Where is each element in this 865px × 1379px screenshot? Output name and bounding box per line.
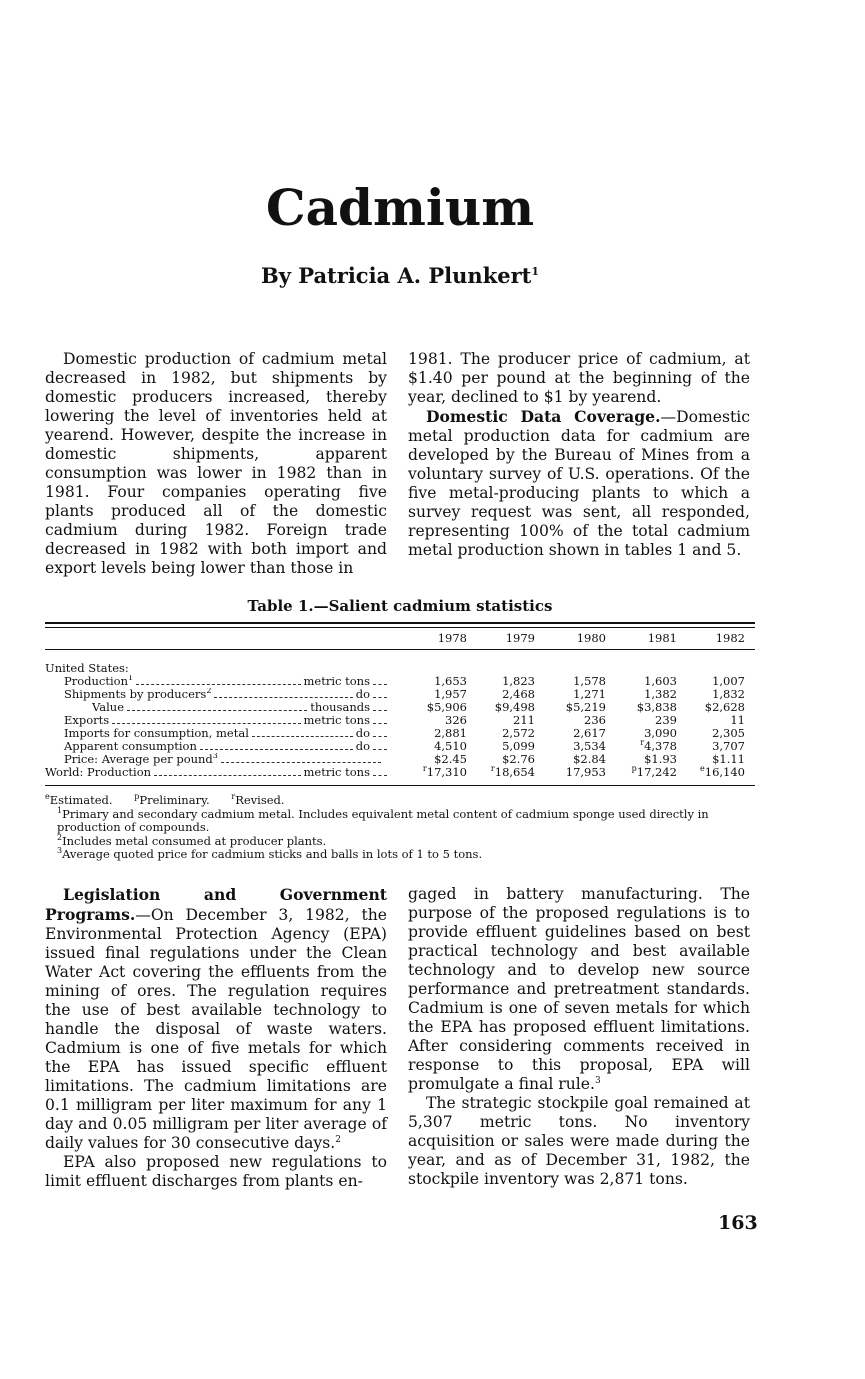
table-row	[45, 701, 755, 714]
leader-dots	[373, 749, 387, 750]
value: $5,906	[426, 700, 467, 714]
legend-text: Preliminary.	[139, 793, 210, 807]
value: $1.93	[644, 752, 677, 766]
table-bottom-rule	[45, 785, 755, 786]
value-cell	[541, 766, 612, 779]
year-header: 1980	[576, 631, 606, 645]
value: 2,617	[573, 726, 606, 740]
row-label-cell	[45, 714, 400, 727]
value: 1,653	[434, 674, 467, 688]
value: $2.76	[502, 752, 535, 766]
footnote-mark: 2	[57, 832, 63, 842]
value: 1,382	[644, 687, 677, 701]
footnote	[45, 848, 757, 862]
leader-dots	[154, 775, 301, 776]
value: $9,498	[494, 700, 535, 714]
row-label: World: Production	[45, 766, 152, 779]
year-header: 1981	[647, 631, 677, 645]
section-label: United States:	[45, 661, 129, 675]
value: 4,510	[434, 739, 467, 753]
footnote	[45, 805, 757, 835]
row-unit: thousands	[310, 701, 370, 714]
value: $3,838	[636, 700, 677, 714]
leader-dots	[373, 723, 387, 724]
value: 1,823	[502, 674, 535, 688]
value: 326	[445, 713, 467, 727]
footnote-text: Average quoted price for cadmium sticks and balls in lots of 1 to 5 tons.	[62, 847, 483, 861]
row-unit: do	[355, 740, 370, 753]
value: 4,378	[644, 739, 677, 753]
value-mark: r	[640, 738, 645, 748]
value: 1,007	[712, 674, 745, 688]
value-cell	[683, 766, 755, 779]
value-cell	[612, 766, 683, 779]
year-header: 1982	[715, 631, 745, 645]
table-header-row	[45, 628, 755, 649]
value: $5,219	[565, 700, 606, 714]
value: 17,953	[565, 765, 606, 779]
footnote-legend	[45, 794, 757, 808]
leader-dots	[112, 723, 300, 724]
value: $2.84	[573, 752, 606, 766]
value: 11	[730, 713, 745, 727]
value-mark: p	[631, 764, 637, 774]
leader-dots	[200, 749, 353, 750]
byline	[0, 263, 800, 288]
epa-text: gaged in battery manufacturing. The purpose of the proposed regulations is to provide effluent guidelines based on best practical technology and best available technology and to develop new source performance and pretreatment standards. Cadmium is one of seven metals for which the EPA has proposed effluent limitations. After considering comments received in response to this proposal, EPA will promulgate a final rule.	[408, 885, 750, 1093]
row-label-cell	[45, 740, 400, 753]
value: $1.11	[712, 752, 745, 766]
value: 16,140	[704, 765, 745, 779]
value: 211	[513, 713, 535, 727]
value: 2,572	[502, 726, 535, 740]
value: 5,099	[502, 739, 535, 753]
body-right-column	[408, 885, 750, 1189]
footnote-ref: 2	[335, 1134, 341, 1145]
intro-paragraph-continued: 1981. The producer price of cadmium, at $1.40 per pound at the beginning of the year, declined to $1 by yearend.	[408, 350, 750, 406]
table-row	[45, 766, 755, 779]
legislation-heading: Legislation and Government Programs.	[45, 885, 387, 924]
row-footnote-ref: 2	[206, 688, 212, 696]
leader-dots	[136, 684, 300, 685]
value-cell	[470, 766, 541, 779]
row-footnote-ref: 1	[128, 675, 134, 683]
legend-mark: p	[134, 792, 140, 802]
row-label-cell	[45, 701, 400, 714]
body-left-column	[45, 885, 387, 1191]
row-unit: do	[355, 688, 370, 701]
leader-dots	[221, 762, 381, 763]
footnote-mark: 1	[57, 805, 63, 815]
legislation-text: —On December 3, 1982, the Environmental Protection Agency (EPA) issued final regulations under the Clean Water Act covering the effluents from the mining of ores. The regulation requires the use of best available technology to handle the disposal of waste waters. Cadmium is one of five metals for which the EPA has issued specific effluent limitations. The cadmium limitations are 0.1 milligram per liter maximum for any 1 day and 0.05 milligram per liter average of daily values for 30 consecutive days.	[45, 906, 387, 1152]
row-label-cell	[45, 766, 400, 779]
row-label: Apparent consumption	[64, 740, 197, 753]
intro-right-column	[408, 350, 750, 560]
value: 236	[584, 713, 606, 727]
row-label: Shipments by producers	[64, 688, 207, 701]
value-mark: e	[700, 764, 705, 774]
row-label: Imports for consumption, metal	[64, 727, 249, 740]
leader-dots	[373, 775, 387, 776]
value: 1,957	[434, 687, 467, 701]
value-mark: r	[422, 764, 427, 774]
byline-footnote-ref: 1	[531, 265, 540, 278]
epa-paragraph-continued	[408, 885, 750, 1094]
row-label-cell	[45, 727, 400, 740]
legend-text: Estimated.	[49, 793, 113, 807]
row-label: Value	[92, 701, 124, 714]
value: 18,654	[494, 765, 535, 779]
row-unit: metric tons	[303, 766, 370, 779]
stats-table	[45, 628, 755, 779]
leader-dots	[252, 736, 353, 737]
row-label-cell	[45, 675, 400, 688]
footnote-ref: 3	[594, 1075, 601, 1086]
row-label: Production	[64, 675, 128, 688]
epa-paragraph: EPA also proposed new regulations to limit effluent discharges from plants en-	[45, 1153, 387, 1190]
legend-item	[134, 793, 210, 807]
value: $2,628	[704, 700, 745, 714]
leader-dots	[373, 736, 387, 737]
data-coverage-heading: Domestic Data Coverage.	[426, 407, 661, 426]
header-label-cell	[45, 628, 400, 649]
leader-dots	[373, 684, 387, 685]
data-coverage-paragraph	[408, 407, 750, 560]
row-unit: metric tons	[303, 714, 370, 727]
legend-text: Revised.	[235, 793, 285, 807]
value: 1,271	[573, 687, 606, 701]
value: 2,305	[712, 726, 745, 740]
row-label-cell	[45, 688, 400, 701]
salient-statistics-table	[45, 622, 755, 786]
data-coverage-text: —Domestic metal production data for cadmium are developed by the Bureau of Mines from a voluntary survey of U.S. operations. Of the five metal-producing plants to which a survey request was sent, all responded, representing 100% of the total cadmium metal production shown in tables 1 and 5.	[408, 408, 750, 559]
leader-dots	[214, 697, 352, 698]
value: 3,707	[712, 739, 745, 753]
value: 2,468	[502, 687, 535, 701]
footnote-text: Includes metal consumed at producer plants.	[62, 833, 327, 848]
row-label-cell	[45, 753, 400, 766]
value: 17,242	[636, 765, 677, 779]
value: 1,603	[644, 674, 677, 688]
legend-item	[231, 793, 284, 807]
value: 2,881	[434, 726, 467, 740]
value-mark: r	[490, 764, 495, 774]
intro-paragraph: Domestic production of cadmium metal decreased in 1982, but shipments by domestic producers increased, thereby lowering the level of inventories held at yearend. However, despite the increase in domestic shipments, apparent consumption was lower in 1982 than in 1981. Four companies operating five plants produced all of the domestic cadmium during 1982. Foreign trade decreased in 1982 with both import and export levels being lower than those in	[45, 350, 387, 577]
row-footnote-ref: 3	[212, 753, 218, 761]
section-row	[45, 650, 755, 675]
intro-left-column	[45, 350, 387, 578]
table-title: Table 1.—Salient cadmium statistics	[247, 597, 553, 615]
footnote-text: Primary and secondary cadmium metal. Includes equivalent metal content of cadmium sponge used directly in production of compounds.	[57, 806, 709, 834]
row-label: Price: Average per pound	[64, 753, 213, 766]
year-header: 1979	[505, 631, 535, 645]
value: 17,310	[426, 765, 467, 779]
leader-dots	[373, 710, 387, 711]
value: 1,578	[573, 674, 606, 688]
row-label: Exports	[64, 714, 110, 727]
author-name: By Patricia A. Plunkert	[260, 263, 532, 288]
row-unit: do	[355, 727, 370, 740]
value: $2.45	[434, 752, 467, 766]
page-number: 163	[718, 1212, 758, 1234]
legend-mark: e	[45, 792, 50, 802]
value: 3,534	[573, 739, 606, 753]
table-footnotes	[45, 794, 757, 862]
leader-dots	[373, 697, 387, 698]
page-title: Cadmium	[265, 178, 535, 237]
value: 1,832	[712, 687, 745, 701]
value: 3,090	[644, 726, 677, 740]
legend-mark: r	[231, 792, 236, 802]
footnote	[45, 832, 757, 849]
value-cell	[400, 766, 470, 779]
legend-item	[45, 793, 113, 807]
legislation-paragraph	[45, 885, 387, 1153]
value: 239	[655, 713, 677, 727]
stockpile-paragraph: The strategic stockpile goal remained at 5,307 metric tons. No inventory acquisition or sales were made during the year, and as of December 31, 1982, the stockpile inventory was 2,871 tons.	[408, 1094, 750, 1188]
leader-dots	[127, 710, 307, 711]
year-header: 1978	[437, 631, 467, 645]
row-unit: metric tons	[303, 675, 370, 688]
footnote-mark: 3	[57, 846, 63, 856]
